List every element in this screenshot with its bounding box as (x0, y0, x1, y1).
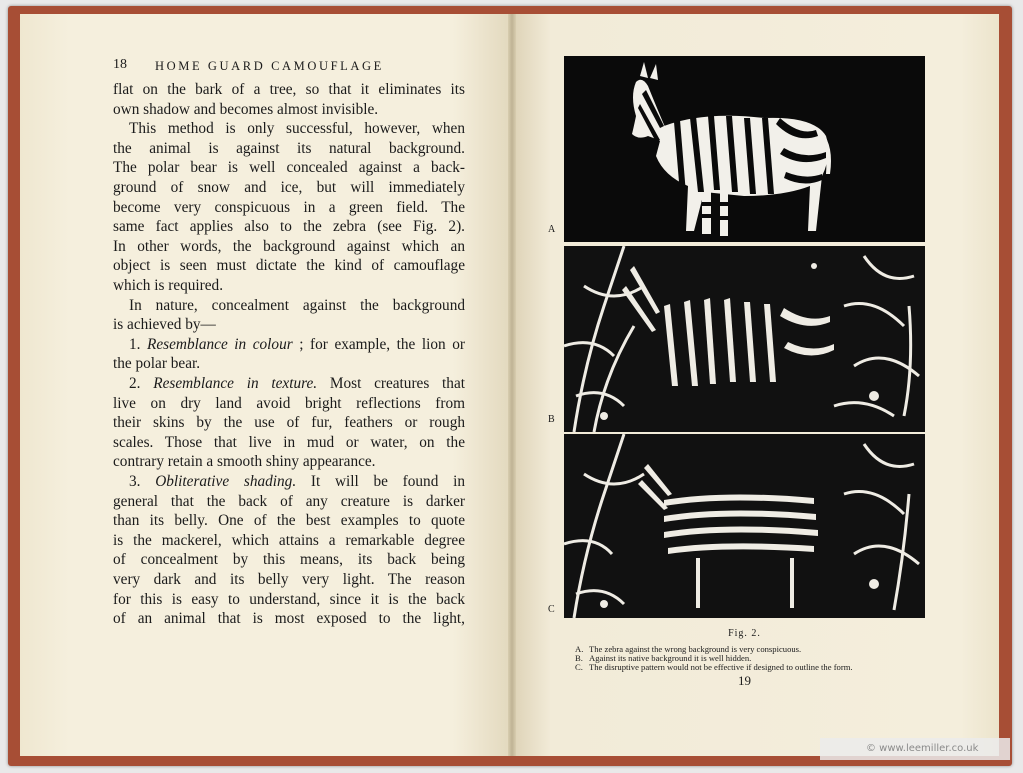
text-line-tail: It will be found in (296, 473, 465, 490)
text-line (113, 139, 465, 159)
text-line-main: The polar bear is well concealed against a back- (113, 159, 465, 177)
text-line (113, 100, 465, 120)
text-line (113, 374, 465, 394)
text-line (113, 531, 465, 551)
text-line-italic: Obliterative shading. (155, 473, 297, 490)
text-line-main: In nature, concealment against the background (129, 296, 465, 314)
text-line (113, 550, 465, 570)
text-line (113, 609, 465, 629)
text-line-tail: Most creatures that (317, 375, 465, 392)
text-line (113, 256, 465, 276)
text-line-main: the animal is against its natural background. (113, 139, 465, 157)
text-line-main: which is required. (113, 277, 224, 294)
text-line-main: become very conspicuous in a green field. The (113, 198, 465, 216)
figure-title: Fig. 2. (728, 628, 761, 639)
text-line-main: same fact applies also to the zebra (see Fig. 2). (113, 218, 465, 236)
text-line-tail: ; for example, the lion or (292, 335, 465, 353)
text-line-main: flat on the bark of a tree, so that it eliminates its (113, 81, 465, 98)
figure-panel-a (564, 56, 925, 242)
figure-panel-b (564, 246, 925, 432)
page-number-right: 19 (738, 673, 751, 688)
caption-text-c: The disruptive pattern would not be effective if designed to outline the form. (589, 662, 853, 672)
text-line (113, 433, 465, 453)
text-line-main: live on dry land avoid bright reflections from (113, 394, 465, 412)
text-line (113, 511, 465, 531)
text-line (113, 276, 465, 296)
text-line (113, 198, 465, 218)
text-line-main: 3. (129, 473, 156, 490)
text-line (113, 315, 465, 335)
watermark: © www.leemiller.co.uk (820, 738, 1010, 760)
text-line-main: of an animal that is most exposed to the light, (113, 610, 465, 628)
running-head (113, 57, 468, 76)
book-gutter (508, 14, 516, 756)
text-line (113, 394, 465, 414)
text-line-main: This method is only successful, however, when (129, 120, 465, 138)
text-line (113, 178, 465, 198)
text-line-main: own shadow and becomes almost invisible. (113, 100, 379, 118)
text-line-main: than its belly. One of the best examples to quote (113, 512, 465, 530)
text-line-main: general that the back of any creature is darker (113, 492, 465, 510)
text-line (113, 452, 465, 472)
text-line-main: is the mackerel, which attains a remarkable degree (113, 531, 465, 549)
text-line-main: of concealment by this means, its back being (113, 551, 465, 569)
caption-text-b: Against its native background it is well hidden. (589, 653, 752, 663)
text-line (113, 570, 465, 590)
zebra-illustration-a (564, 56, 925, 242)
text-line (113, 217, 465, 237)
text-line (113, 590, 465, 610)
figure-panel-c (564, 434, 925, 618)
text-line (113, 354, 465, 374)
text-line (113, 237, 465, 257)
text-line (113, 80, 465, 100)
text-line-main: ground of snow and ice, but will immediately (113, 179, 465, 196)
text-line-italic: Resemblance in texture. (153, 375, 318, 392)
zebra-illustration-c (564, 434, 925, 618)
text-line (113, 158, 465, 178)
page-number-left: 18 (113, 57, 127, 72)
text-line-main: their skins by the use of fur, feathers or rough (113, 414, 465, 432)
text-line-main: 2. (129, 375, 154, 392)
caption-key-c: C. (575, 662, 583, 672)
caption-key-b: B. (575, 653, 583, 663)
text-line-main: is achieved by— (113, 316, 216, 334)
text-line-main: In other words, the background against which an (113, 237, 465, 255)
text-line (113, 335, 465, 355)
text-line-main: for this is easy to understand, since it is the back (113, 590, 465, 608)
text-line-main: scales. Those that live in mud or water, on the (113, 433, 465, 451)
text-line-main: object is seen must dictate the kind of camouflage (113, 257, 465, 275)
text-line (113, 296, 465, 316)
text-line-italic: Resemblance in colour (147, 335, 293, 353)
caption-line-c (575, 663, 935, 672)
text-line-main: very dark and its belly very light. The reason (113, 571, 465, 588)
text-line (113, 413, 465, 433)
text-line (113, 472, 465, 492)
text-line (113, 492, 465, 512)
zebra-illustration-b (564, 246, 925, 432)
running-head-title: HOME GUARD CAMOUFLAGE (155, 59, 384, 73)
text-line-main: contrary retain a smooth shiny appearance. (113, 453, 376, 471)
text-line-main: 1. (129, 335, 148, 353)
caption-key-a: A. (575, 644, 584, 654)
panel-label-b: B (548, 414, 555, 425)
text-line (113, 119, 465, 139)
panel-label-c: C (548, 604, 555, 615)
panel-label-a: A (548, 224, 556, 235)
text-line-main: the polar bear. (113, 355, 201, 373)
caption-text-a: The zebra against the wrong background is very conspicuous. (589, 644, 802, 654)
